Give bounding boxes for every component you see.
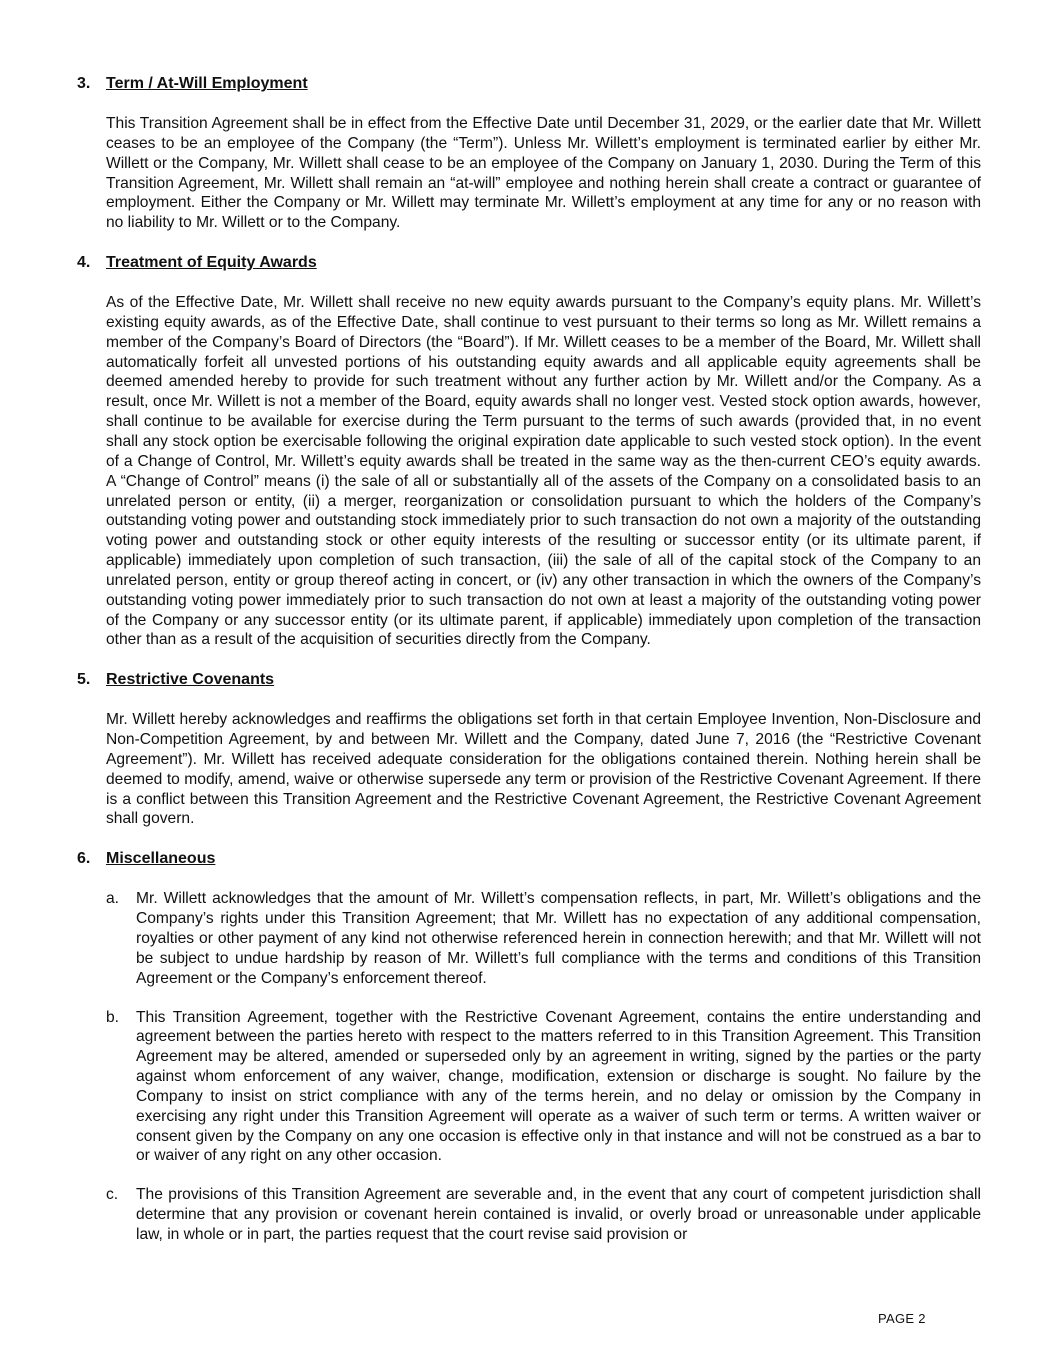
list-item — [106, 889, 981, 988]
section-heading — [77, 253, 981, 273]
section-paragraph: As of the Effective Date, Mr. Willett shall receive no new equity awards pursuant to the Company’s equity plans. Mr. Willett’s existing equity awards, as of the Effective Date, shall continue to vest pursuant to their terms so long as Mr. Willett remains a member of the Company’s Board of Directors (the “Board”). If Mr. Willett ceases to be a member of the Board, Mr. Willett shall automatically forfeit all unvested portions of his outstanding equity awards and all applicable equity agreements shall be deemed amended hereby to provide for such treatment without any further action by Mr. Willett and/or the Company. As a result, once Mr. Willett is not a member of the Board, equity awards shall no longer vest. Vested stock option awards, however, shall continue to be available for exercise during the Term pursuant to the terms of such awards (provided that, in no event shall any stock option be exercisable following the original expiration date applicable to such vested stock option). In the event of a Change of Control, Mr. Willett’s equity awards shall be treated in the same way as the then-current CEO’s equity awards. A “Change of Control” means (i) the sale of all or substantially all of the assets of the Company on a consolidated basis to an unrelated person or entity, (ii) a merger, reorganization or consolidation pursuant to which the holders of the Company’s outstanding voting power and outstanding stock immediately prior to such transaction do not own a majority of the outstanding voting power and outstanding stock or other equity interests of the resulting or successor entity (or its ultimate parent, if applicable) immediately upon completion of such transaction, (iii) the sale of all of the capital stock of the Company to an unrelated person, entity or group thereof acting in concert, or (iv) any other transaction in which the owners of the Company’s outstanding voting power immediately prior to such transaction do not own at least a majority of the outstanding voting power of the Company or any successor entity (or its ultimate parent, if applicable) immediately upon completion of the transaction other than as a result of the acquisition of securities directly from the Company. — [106, 294, 981, 649]
section-title: Treatment of Equity Awards — [106, 254, 317, 272]
list-item-letter: a. — [106, 890, 120, 908]
section-number: 3. — [77, 75, 91, 92]
section-miscellaneous — [77, 849, 981, 1245]
section-heading — [77, 74, 981, 94]
section-number: 6. — [77, 850, 91, 868]
section-number: 4. — [77, 254, 91, 272]
section-title: Term / At-Will Employment — [106, 75, 308, 92]
section-equity-awards — [77, 253, 981, 650]
section-paragraph: Mr. Willett hereby acknowledges and reaffirms the obligations set forth in that certain Employee Invention, Non-Disclosure and Non-Competition Agreement, by and between Mr. Willett and the Company, dated June 7, 2016 (the “Restrictive Covenant Agreement”). Mr. Willett has received adequate consideration for the obligations contained therein. Nothing herein shall be deemed to modify, amend, waive or otherwise supersede any term or provision of the Restrictive Covenant Agreement. If there is a conflict between this Transition Agreement and the Restrictive Covenant Agreement, the Restrictive Covenant Agreement shall govern. — [106, 711, 981, 828]
document-body — [77, 74, 981, 1265]
section-term-at-will — [77, 74, 981, 233]
section-heading — [77, 849, 981, 869]
list-item — [106, 1008, 981, 1167]
section-heading — [77, 670, 981, 690]
section-restrictive-covenants — [77, 670, 981, 829]
list-item-text: The provisions of this Transition Agreement are severable and, in the event that any court of competent jurisdiction shall determine that any provision or covenant herein contained is invalid, or overly broad or unreasonable under applicable law, in whole or in part, the parties request that the court revise said provision or — [136, 1186, 981, 1243]
section-paragraph: This Transition Agreement shall be in effect from the Effective Date until December 31, 2029, or the earlier date that Mr. Willett ceases to be an employee of the Company (the “Term”). Unless Mr. Willett’s employment is terminated earlier by either Mr. Willett or the Company, Mr. Willett shall cease to be an employee of the Company on January 1, 2030. During the Term of this Transition Agreement, Mr. Willett shall remain an “at-will” employee and nothing herein shall create a contract or guarantee of employment. Either the Company or Mr. Willett may terminate Mr. Willett’s employment at any time for any or no reason with no liability to Mr. Willett or to the Company. — [106, 115, 981, 232]
page-number: PAGE 2 — [878, 1311, 926, 1326]
list-item-letter: c. — [106, 1186, 119, 1204]
list-item-text: This Transition Agreement, together with the Restrictive Covenant Agreement, contains the entire understanding and agreement between the parties hereto with respect to the matters referred to in this Transition Agreement. This Transition Agreement may be altered, amended or superseded only by an agreement in writing, signed by the parties or the party against whom enforcement of any waiver, change, modification, extension or discharge is sought. No failure by the Company to insist on strict compliance with any of the terms herein, and no delay or omission by the Company in exercising any right under this Transition Agreement will operate as a waiver of such term or terms. A written waiver or consent given by the Company on any one occasion is effective only in that instance and will not be construed as a bar to or waiver of any right on any other occasion. — [136, 1008, 981, 1165]
section-title: Restrictive Covenants — [106, 671, 275, 689]
section-title: Miscellaneous — [106, 850, 216, 868]
list-item — [106, 1185, 981, 1245]
section-number: 5. — [77, 671, 91, 689]
list-item-letter: b. — [106, 1008, 120, 1026]
list-item-text: Mr. Willett acknowledges that the amount of Mr. Willett’s compensation reflects, in part, Mr. Willett’s obligations and the Company’s rights under this Transition Agreement; that Mr. Willett has no expectation of any additional compensation, royalties or other payment of any kind not otherwise referenced herein in connection herewith; and that Mr. Willett will not be subject to undue hardship by reason of Mr. Willett’s full compliance with the terms and conditions of this Transition Agreement or the Company’s enforcement thereof. — [136, 890, 981, 987]
